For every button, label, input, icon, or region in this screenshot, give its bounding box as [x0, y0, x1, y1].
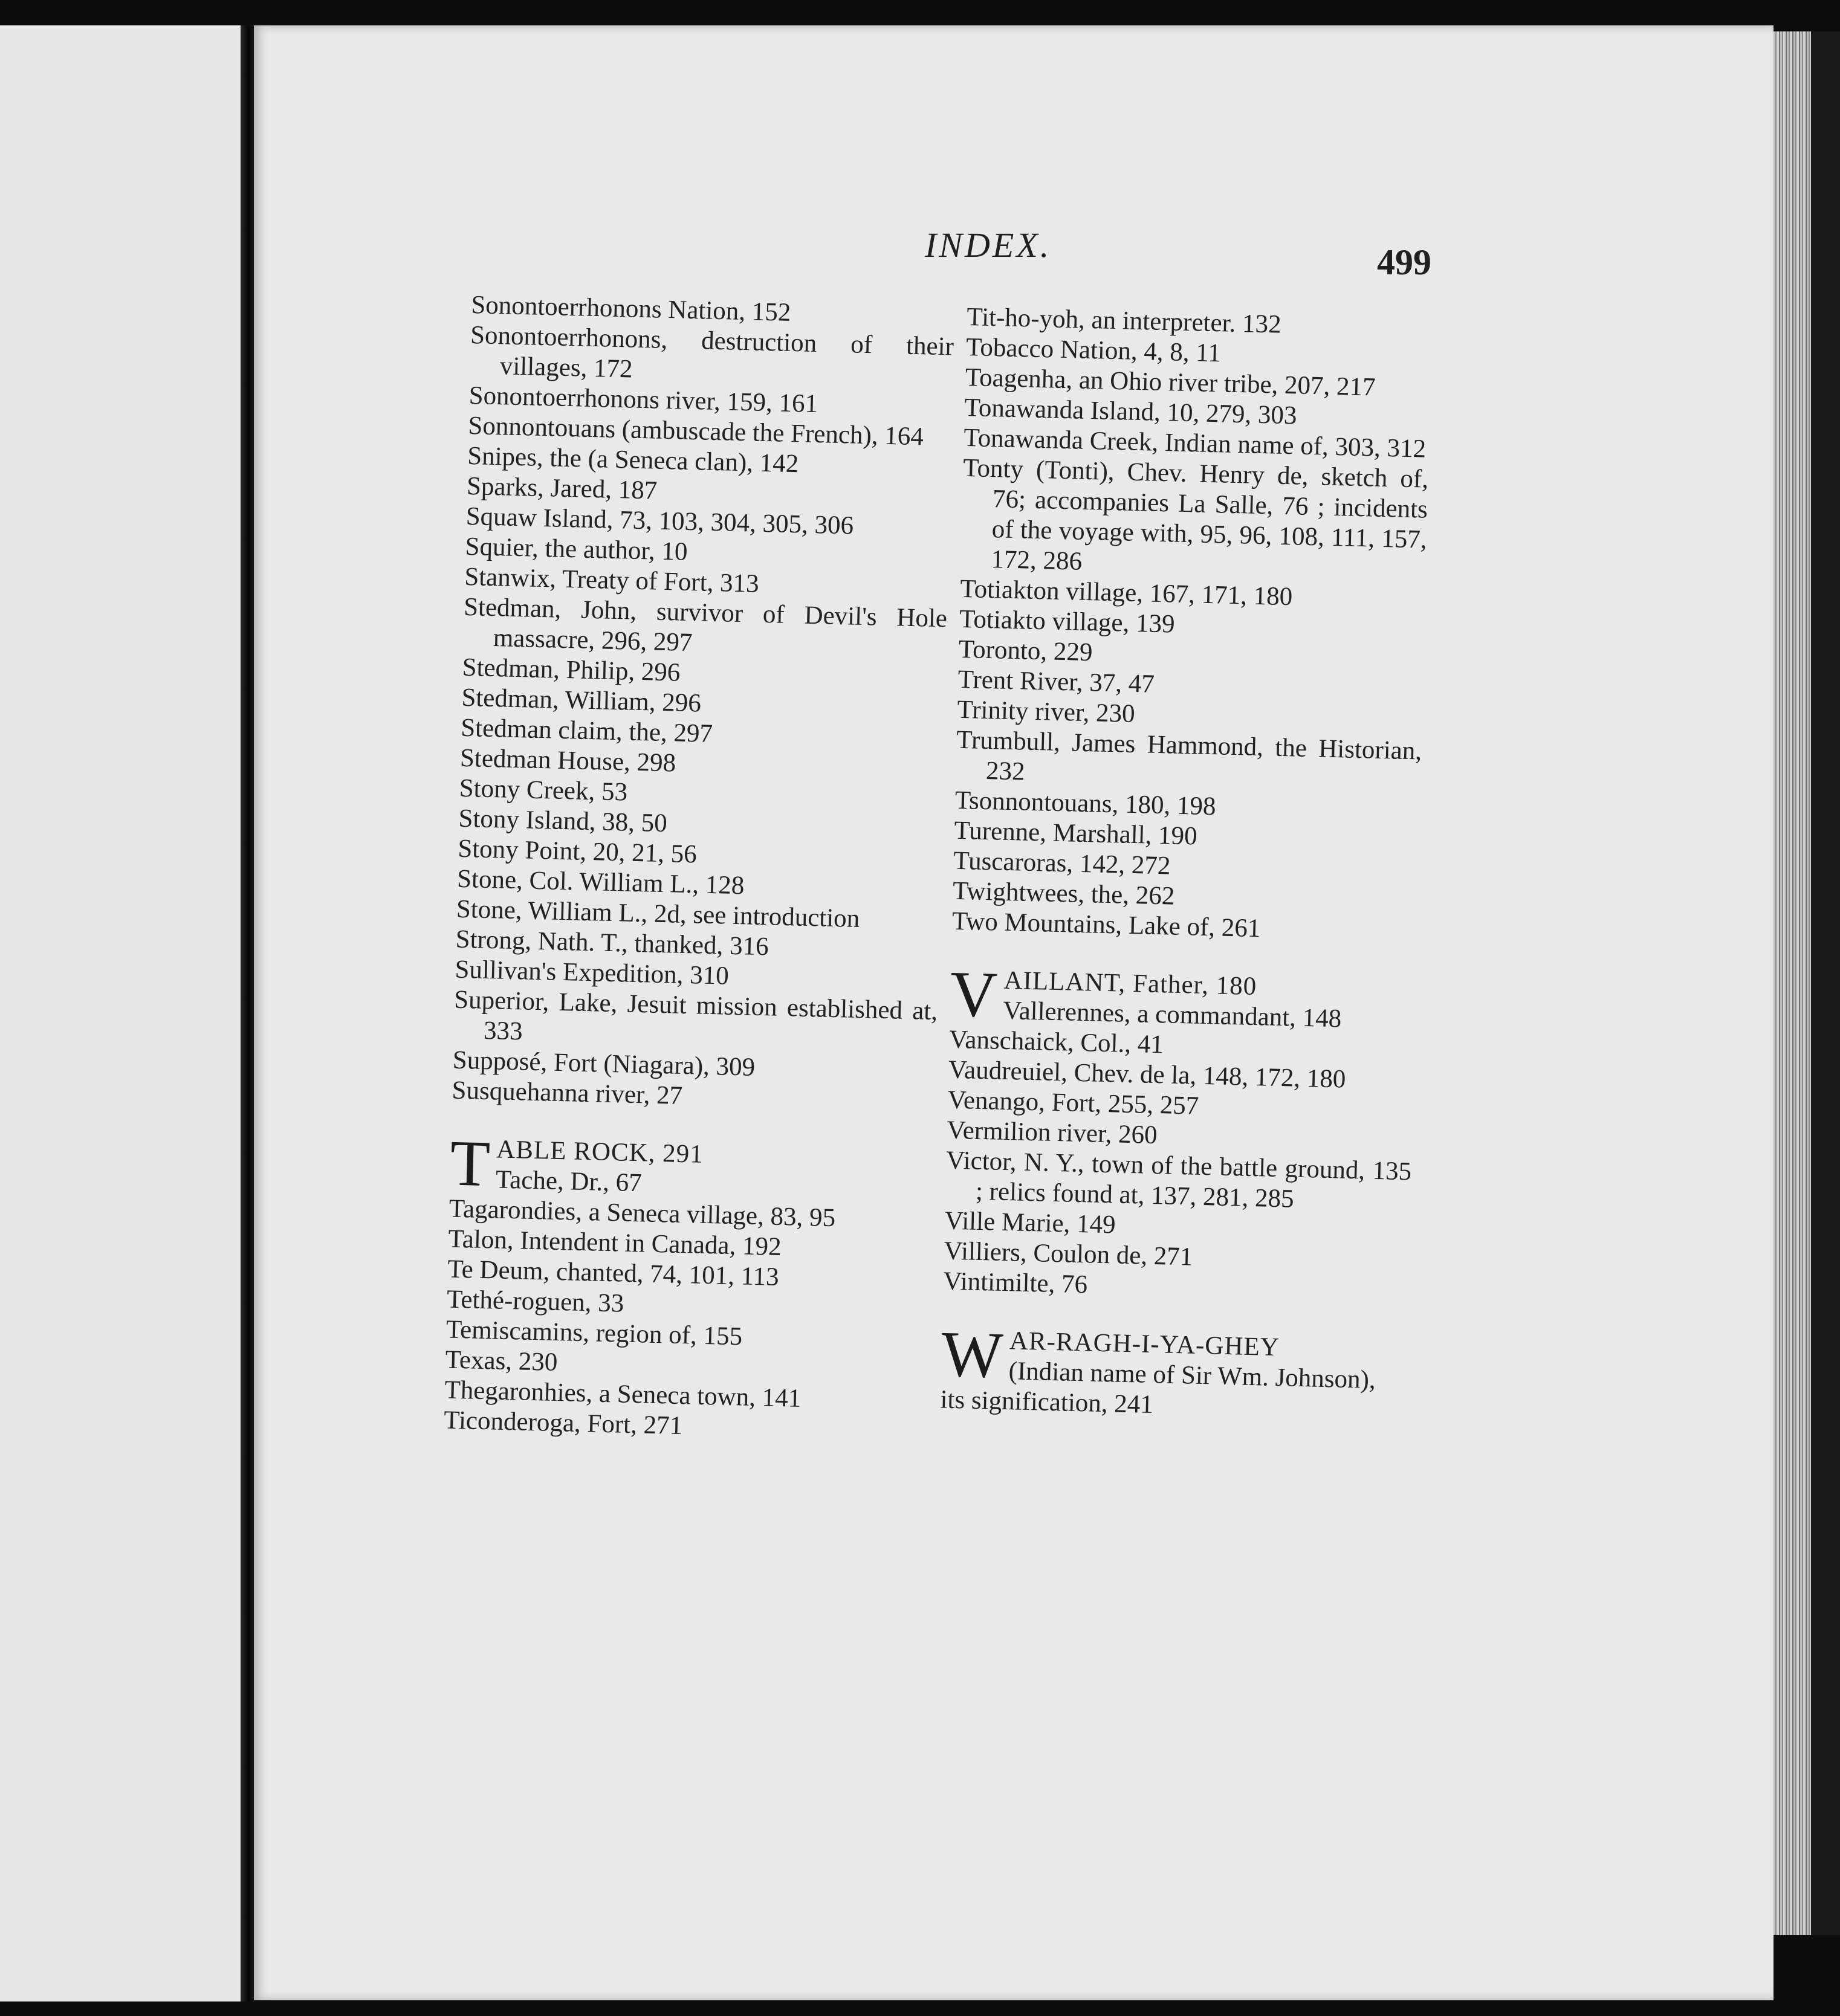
letter-section-w: [940, 1318, 1407, 1426]
index-entry: Texas, 230: [445, 1345, 558, 1377]
left-page: [0, 25, 241, 2001]
index-entry: Stone, William L., 2d, see introduction: [456, 894, 860, 933]
index-entry: Stedman, John, survivor of Devil's Hole massacre, 296, 297: [463, 592, 948, 657]
index-entry: Ticonderoga, Fort, 271: [443, 1406, 683, 1441]
index-entry: Thegaronhies, a Seneca town, 141: [444, 1375, 802, 1413]
index-entry: Trent River, 37, 47: [957, 665, 1155, 699]
index-entry: Sonontoerrhonons, destruction of their villages, 172: [470, 320, 954, 384]
index-entry: Tonawanda Creek, Indian name of, 303, 312: [963, 423, 1427, 464]
index-column-right: [940, 302, 1433, 1426]
index-entry: Snipes, the (a Seneca clan), 142: [467, 441, 799, 479]
section-lead-entry: AR-RAGH-I-YA-GHEY: [1009, 1326, 1280, 1362]
index-entry: Toronto, 229: [958, 635, 1093, 667]
index-entry: Turenne, Marshall, 190: [954, 816, 1198, 851]
index-entry: Te Deum, chanted, 74, 101, 113: [447, 1255, 780, 1291]
index-entry: Tache, Dr., 67: [495, 1165, 643, 1198]
index-entry: Vintimilte, 76: [942, 1267, 1088, 1299]
index-entry: Squier, the author, 10: [465, 532, 688, 566]
index-column-left: [444, 290, 955, 1447]
index-entry: Superior, Lake, Jesuit mission established at, 333: [453, 985, 938, 1046]
index-entry: Stony Island, 38, 50: [458, 804, 668, 838]
index-entry: Sonontoerrhonons Nation, 152: [470, 290, 791, 327]
index-entry: Stony Point, 20, 21, 56: [457, 834, 698, 869]
index-entry: Sonontoerrhonons river, 159, 161: [468, 381, 818, 419]
running-header: INDEX.: [925, 225, 1052, 265]
index-entry: Victor, N. Y., town of the battle ground, 135 ; relics found at, 137, 281, 285: [945, 1146, 1412, 1213]
drop-cap-w: W: [940, 1318, 1004, 1392]
index-entry: Vermilion river, 260: [946, 1116, 1158, 1150]
index-entry: Totiakton village, 167, 171, 180: [959, 574, 1293, 612]
index-entry: Vallerennes, a commandant, 148: [1002, 996, 1342, 1033]
index-entry: Tonty (Tonti), Chev. Henry de, sketch of, 76; accompanies La Salle, 76 ; incidents of the voyage with, 95, 96, 108, 111, 157, 172, 286: [962, 453, 1429, 576]
letter-section-v: [949, 958, 1416, 1036]
index-entry: Supposé, Fort (Niagara), 309: [452, 1045, 756, 1082]
index-entry: Tagarondies, a Seneca village, 83, 95: [449, 1194, 836, 1233]
index-entry: Sonnontouans (ambuscade the French), 164: [467, 411, 924, 451]
index-entry: Tethé-roguen, 33: [446, 1285, 624, 1318]
index-entry: Trinity river, 230: [956, 695, 1136, 728]
index-entry: Tobacco Nation, 4, 8, 11: [965, 332, 1222, 368]
page-stack-edge: [1774, 31, 1811, 1935]
section-lead-entry: ABLE ROCK, 291: [496, 1135, 704, 1169]
index-entry: Stanwix, Treaty of Fort, 313: [464, 562, 760, 598]
index-entry: Sullivan's Expedition, 310: [454, 955, 730, 990]
index-entry: Temiscamins, region of, 155: [445, 1315, 743, 1351]
index-entry: Stony Creek, 53: [459, 774, 628, 807]
index-entry: Tsonnontouans, 180, 198: [954, 786, 1217, 821]
index-entry: Two Mountains, Lake of, 261: [951, 906, 1261, 943]
index-entry: Stedman, William, 296: [461, 683, 702, 718]
page-number: 499: [1377, 242, 1431, 282]
index-entry: Twightwees, the, 262: [952, 876, 1175, 911]
index-entry: Tuscaroras, 142, 272: [953, 846, 1171, 880]
index-entry: Susquehanna river, 27: [452, 1076, 683, 1110]
index-entry: Vanschaick, Col., 41: [948, 1025, 1164, 1059]
index-entry: Tit-ho-yoh, an interpreter. 132: [966, 302, 1282, 339]
section-lead-entry: AILLANT, Father, 180: [1003, 966, 1257, 1001]
index-entry: Villiers, Coulon de, 271: [944, 1236, 1193, 1271]
index-entry: Venango, Fort, 255, 257: [947, 1085, 1199, 1120]
index-entry: Trumbull, James Hammond, the Historian, 232: [956, 725, 1422, 786]
index-entry: Stedman claim, the, 297: [460, 713, 713, 748]
drop-cap-t: T: [449, 1127, 491, 1201]
drop-cap-v: V: [949, 958, 999, 1032]
index-entry: (Indian name of Sir Wm. Johnson), its signification, 241: [940, 1357, 1376, 1420]
gutter-shadow: [241, 25, 254, 2001]
index-entry: Totiakto village, 139: [959, 604, 1176, 639]
index-entry: Vaudreuiel, Chev. de la, 148, 172, 180: [948, 1055, 1346, 1094]
letter-section-t: [449, 1127, 934, 1206]
index-entry: Stedman, Philip, 296: [462, 653, 681, 687]
index-entry: Toagenha, an Ohio river tribe, 207, 217: [965, 363, 1376, 402]
index-entry: Squaw Island, 73, 103, 304, 305, 306: [465, 502, 854, 540]
index-entry: Stedman House, 298: [459, 743, 676, 778]
index-entry: Tonawanda Island, 10, 279, 303: [964, 393, 1298, 430]
page-stack-shadow: [1811, 31, 1840, 1935]
index-entry: Stone, Col. William L., 128: [456, 864, 745, 900]
index-entry: Talon, Intendent in Canada, 192: [448, 1224, 782, 1261]
index-entry: Sparks, Jared, 187: [466, 471, 658, 505]
index-entry: Strong, Nath. T., thanked, 316: [455, 925, 769, 961]
index-entry: Ville Marie, 149: [944, 1206, 1116, 1239]
